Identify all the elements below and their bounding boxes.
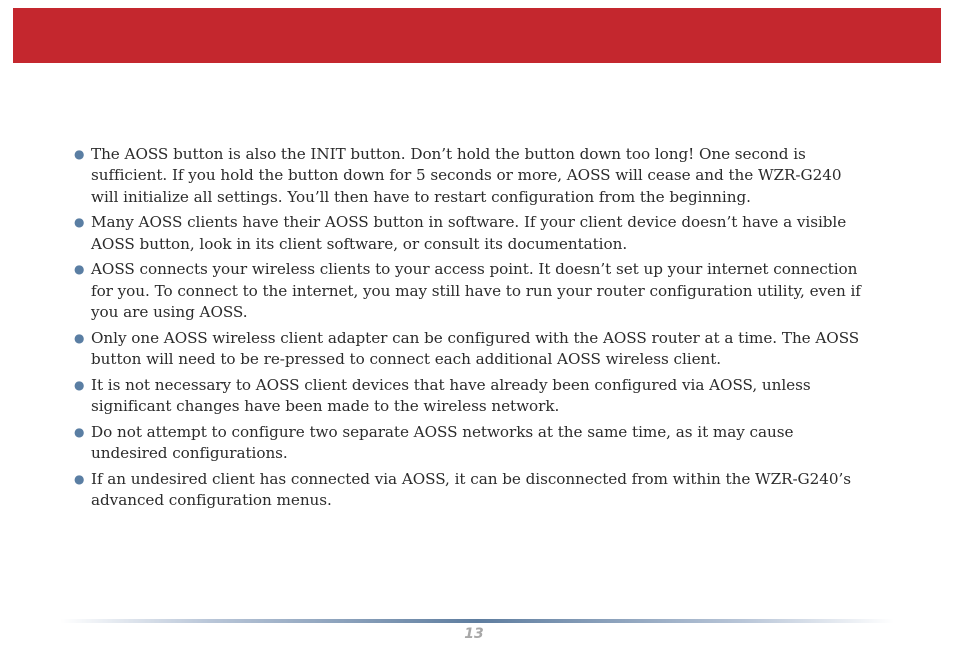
bullet-icon: ●: [74, 330, 85, 345]
list-item-text: Many AOSS clients have their AOSS button in software. If your client device doesn’t have a visible AOSS button, look in its client software, or consult its documentation.: [91, 213, 847, 253]
list-item: [72, 144, 872, 208]
bullet-icon: ●: [74, 215, 85, 230]
bullet-icon: ●: [74, 377, 85, 392]
list-item-text: The AOSS button is also the INIT button. Don’t hold the button down too long! One second is sufficient. If you hold the button down for 5 seconds or more, AOSS will cease and the WZR-G240 will initialize all settings. You’ll then have to restart configuration from the beginning.: [91, 145, 842, 206]
list-item: [72, 259, 872, 323]
aoss-notes-list: [72, 144, 872, 516]
bullet-icon: ●: [74, 425, 85, 440]
list-item: [72, 375, 872, 418]
list-item-text: It is not necessary to AOSS client devices that have already been configured via AOSS, unless significant changes have been made to the wireless network.: [91, 375, 811, 416]
list-item-text: Only one AOSS wireless client adapter can be configured with the AOSS router at a time. The AOSS button will need to be re-pressed to connect each additional AOSS wireless client.: [91, 328, 860, 369]
footer-divider: [60, 619, 894, 623]
list-item: [72, 328, 872, 371]
bullet-icon: ●: [74, 147, 85, 161]
header-bar: [13, 8, 941, 63]
list-item-text: AOSS connects your wireless clients to your access point. It doesn’t set up your internet connection for you. To connect to the internet, you may still have to run your router configuration utility, even if you are using AOSS.: [91, 260, 861, 322]
bullet-icon: ●: [74, 472, 85, 487]
list-item: [72, 422, 872, 465]
page-number: 13: [464, 626, 484, 642]
list-item-text: Do not attempt to configure two separate AOSS networks at the same time, as it may cause undesired configurations.: [91, 423, 794, 463]
bullet-icon: ●: [74, 262, 85, 277]
list-item: [72, 212, 872, 255]
list-item: [72, 469, 872, 512]
list-item-text: If an undesired client has connected via AOSS, it can be disconnected from within the WZR-G240’s advanced configuration menus.: [91, 470, 852, 510]
